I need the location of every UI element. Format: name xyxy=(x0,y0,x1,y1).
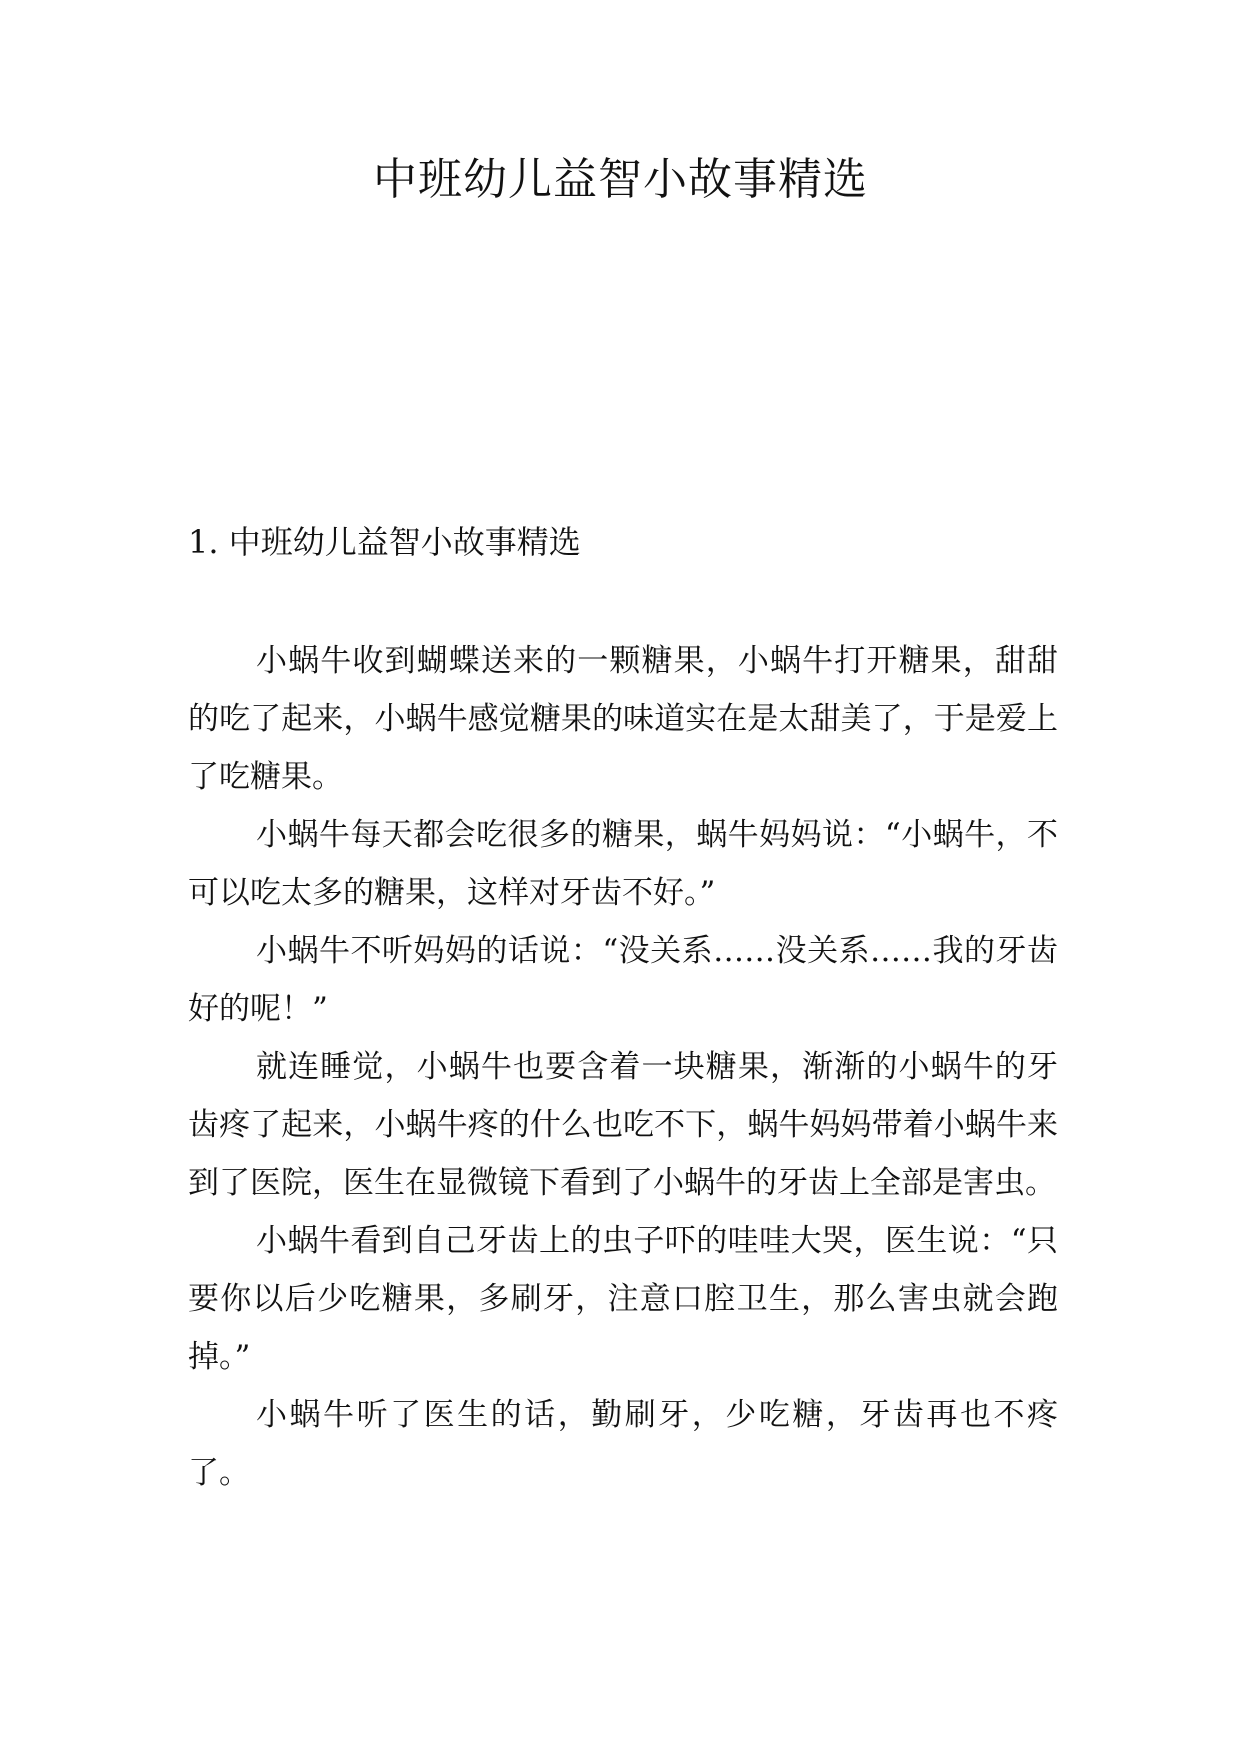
paragraph: 小蜗牛每天都会吃很多的糖果，蜗牛妈妈说：“小蜗牛，不可以吃太多的糖果，这样对牙齿不好。” xyxy=(188,817,1058,911)
paragraph: 小蜗牛听了医生的话，勤刷牙，少吃糖，牙齿再也不疼了。 xyxy=(188,1397,1058,1491)
paragraph: 小蜗牛不听妈妈的话说：“没关系……没关系……我的牙齿好的呢！” xyxy=(188,933,1058,1027)
paragraph: 小蜗牛看到自己牙齿上的虫子吓的哇哇大哭，医生说：“只要你以后少吃糖果，多刷牙，注意口腔卫生，那么害虫就会跑掉。” xyxy=(188,1223,1058,1375)
story-body xyxy=(188,632,1058,1502)
section-heading: 1. 中班幼儿益智小故事精选 xyxy=(188,523,581,561)
document-title: 中班幼儿益智小故事精选 xyxy=(373,154,868,205)
paragraph: 小蜗牛收到蝴蝶送来的一颗糖果，小蜗牛打开糖果，甜甜的吃了起来，小蜗牛感觉糖果的味道实在是太甜美了，于是爱上了吃糖果。 xyxy=(188,643,1058,795)
paragraph: 就连睡觉，小蜗牛也要含着一块糖果，渐渐的小蜗牛的牙齿疼了起来，小蜗牛疼的什么也吃不下，蜗牛妈妈带着小蜗牛来到了医院，医生在显微镜下看到了小蜗牛的牙齿上全部是害虫。 xyxy=(188,1049,1058,1201)
